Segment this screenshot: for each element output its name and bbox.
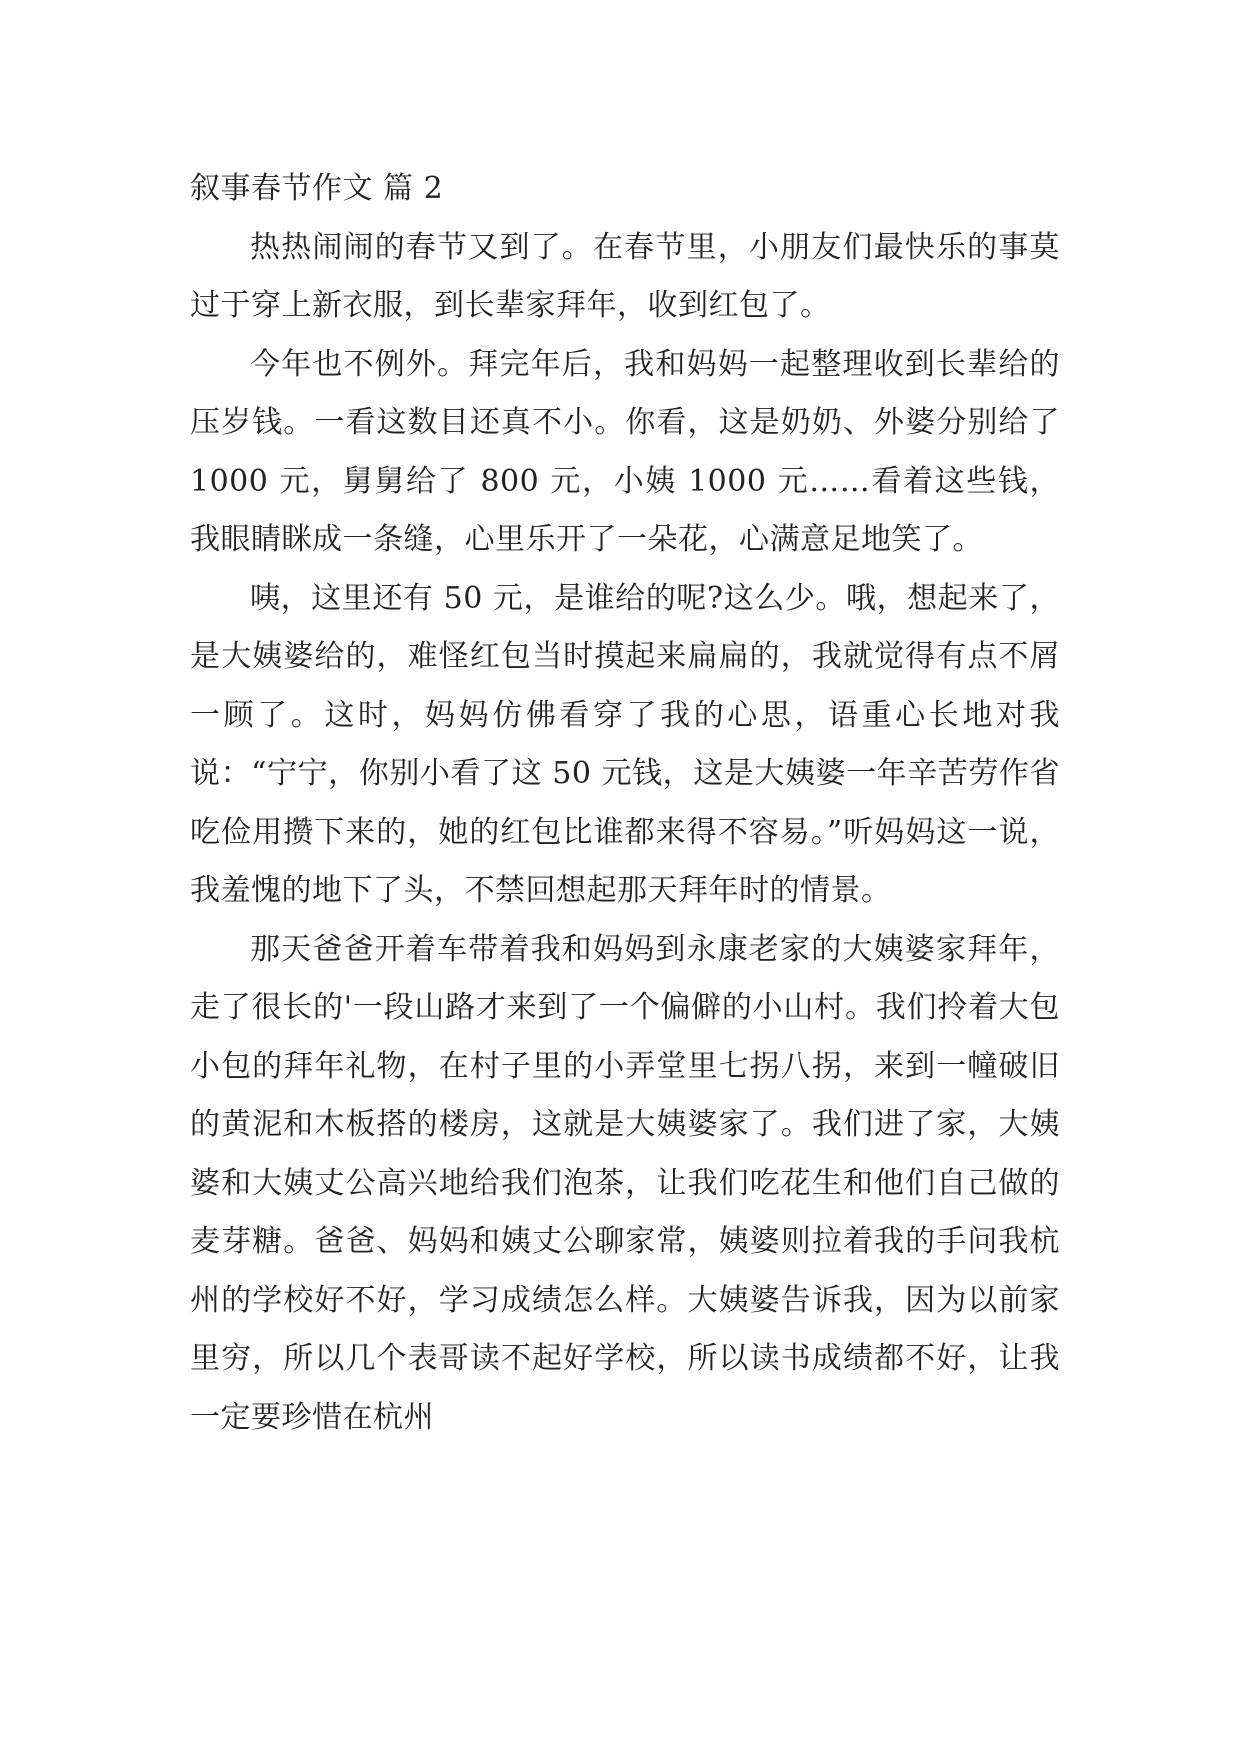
paragraph-4: 那天爸爸开着车带着我和妈妈到永康老家的大姨婆家拜年，走了很长的'一段山路才来到了一个偏僻的小山村。我们拎着大包小包的拜年礼物，在村子里的小弄堂里七拐八拐，来到一幢破旧的黄泥和木板搭的楼房，这就是大姨婆家了。我们进了家，大姨婆和大姨丈公高兴地给我们泡茶，让我们吃花生和他们自己做的麦芽糖。爸爸、妈妈和姨丈公聊家常，姨婆则拉着我的手问我杭州的学校好不好，学习成绩怎么样。大姨婆告诉我，因为以前家里穷，所以几个表哥读不起好学校，所以读书成绩都不好，让我一定要珍惜在杭州: [190, 931, 1060, 1435]
paragraph-2: 今年也不例外。拜完年后，我和妈妈一起整理收到长辈给的压岁钱。一看这数目还真不小。你看，这是奶奶、外婆分别给了 1000 元，舅舅给了 800 元，小姨 1000 元……看着这些钱，我眼睛眯成一条缝，心里乐开了一朵花，心满意足地笑了。: [190, 346, 1060, 557]
paragraph-3: 咦，这里还有 50 元，是谁给的呢?这么少。哦，想起来了，是大姨婆给的，难怪红包当时摸起来扁扁的，我就觉得有点不屑一顾了。这时，妈妈仿佛看穿了我的心思，语重心长地对我说：“宁宁，你别小看了这 50 元钱，这是大姨婆一年辛苦劳作省吃俭用攒下来的，她的红包比谁都来得不容易。”听妈妈这一说，我羞愧的地下了头，不禁回想起那天拜年时的情景。: [190, 580, 1060, 908]
document-body: [190, 160, 1060, 1447]
paragraph-1: 热热闹闹的春节又到了。在春节里，小朋友们最快乐的事莫过于穿上新衣服，到长辈家拜年，收到红包了。: [190, 229, 1060, 323]
document-title: 叙事春节作文 篇 2: [190, 171, 444, 206]
